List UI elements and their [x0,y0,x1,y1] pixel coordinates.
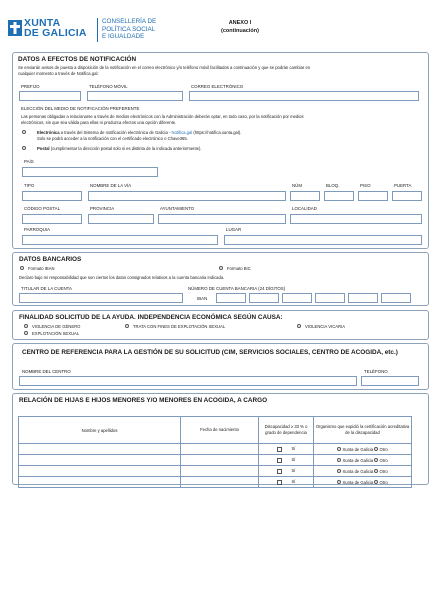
section-title: DATOS BANCARIOS [19,256,82,263]
logo-separator [97,18,98,42]
table-row [19,466,412,477]
account-field-3[interactable] [282,293,312,303]
prefix-field[interactable] [19,91,81,101]
xunta-radio[interactable] [337,480,341,484]
number-field[interactable] [290,191,320,201]
iban-radio[interactable] [20,266,24,270]
table-row [19,444,412,455]
reference-center-section [12,343,429,390]
disability-cell: Sí [259,455,314,466]
child-name-cell[interactable] [19,455,181,466]
council-label: AYUNTAMIENTO [160,206,195,211]
child-birth-cell[interactable] [181,455,259,466]
floor-label: PISO [360,183,371,188]
col-disability-header: Discapacidad ≥ 33 % o grado de dependencia [259,417,314,444]
vicarious-violence-label: VIOLENCIA VICARIA [305,324,346,329]
holder-field[interactable] [19,293,183,303]
account-field-4[interactable] [315,293,345,303]
center-field[interactable] [19,376,357,386]
mobile-label: TELÉFONO MÓVIL [89,84,128,89]
locality-field[interactable] [290,214,422,224]
locality-label: LOCALIDAD [292,206,317,211]
child-name-cell[interactable] [19,477,181,488]
annex-heading: ANEXO I (continuación) [221,20,259,34]
council-field[interactable] [158,214,286,224]
disability-checkbox[interactable] [277,480,282,485]
choice-text: Las personas obligadas a relacionarse a través de medios electrónicos con la Administración deberán optar, en todo caso, por la notificación por medios electrónicos, sin que sea válida para ellas ni produzca efectos una opción diferente. [21,114,304,125]
child-birth-cell[interactable] [181,444,259,455]
postal-code-label: CÓDIGO POSTAL [24,206,61,211]
xunta-radio[interactable] [337,469,341,473]
disability-checkbox[interactable] [277,447,282,452]
floor-field[interactable] [358,191,388,201]
iban-option-label: Formato IBAN [28,266,55,271]
bank-section [12,252,429,306]
holder-label: TITULAR DE LA CUENTA [21,286,72,291]
section-title: DATOS A EFECTOS DE NOTIFICACIÓN [18,56,137,63]
vicarious-violence-radio[interactable] [297,324,301,328]
other-radio[interactable] [374,480,378,484]
type-label: TIPO [24,183,35,188]
street-label: NOMBRE DE LA VÍA [90,183,132,188]
electronic-option: Electrónica a través del Sistema de notificación electrónica de Galicia - Notifica.gal (https://notifica.xunta.gal). Solo se podrá acceder a la notificación con el certificado electrónico o Chave365. [37,130,242,141]
org-cell: Xunta de Galicia Otro [314,466,412,477]
center-label: NOMBRE DEL CENTRO [22,369,71,374]
mobile-field[interactable] [87,91,183,101]
iban-prefix: IBAN [197,296,208,301]
bic-option-label: Formato BIC [227,266,251,271]
phone-field[interactable] [361,376,419,386]
other-radio[interactable] [374,469,378,473]
parish-field[interactable] [22,235,218,245]
child-birth-cell[interactable] [181,466,259,477]
postal-code-field[interactable] [22,214,82,224]
door-field[interactable] [392,191,422,201]
place-field[interactable] [224,235,422,245]
country-label: PAÍS [24,159,34,164]
prefix-label: PREFIJO [21,84,40,89]
block-label: BLOQ. [326,183,340,188]
choice-title: ELECCIÓN DEL MEDIO DE NOTIFICACIÓN PREFERENTE [21,106,140,111]
notification-section [12,52,429,249]
postal-radio[interactable] [22,146,26,150]
purpose-section [12,310,429,340]
disability-checkbox[interactable] [277,469,282,474]
sexual-exploitation-radio[interactable] [24,331,28,335]
email-label: CORREO ELECTRÓNICO [191,84,244,89]
type-field[interactable] [22,191,82,201]
account-field-2[interactable] [249,293,279,303]
child-name-cell[interactable] [19,444,181,455]
trafficking-radio[interactable] [125,324,129,328]
gender-violence-radio[interactable] [24,324,28,328]
department-name: CONSELLERÍA DE POLÍTICA SOCIAL E IGUALDADE [102,18,157,41]
disability-cell: Sí [259,466,314,477]
col-birth-header: Fecha de nacimiento [181,417,259,444]
account-field-5[interactable] [348,293,378,303]
phone-label: TELÉFONO [364,369,388,374]
account-field-6[interactable] [381,293,411,303]
xunta-radio[interactable] [337,458,341,462]
children-table [18,416,412,488]
other-radio[interactable] [374,447,378,451]
section-title: RELACIÓN DE HIJAS E HIJOS MENORES Y/O MENORES EN ACOGIDA, A CARGO [19,397,268,404]
account-label: NÚMERO DE CUENTA BANCARIA (24 DÍGITOS) [188,286,286,291]
table-row [19,477,412,488]
col-org-header: Organismo que expidió la certificación acreditativa de la discapacidad [314,417,412,444]
xunta-logo-text: XUNTA DE GALICIA [24,17,87,39]
sexual-exploitation-label: EXPLOTACIÓN SEXUAL [32,331,80,336]
col-name-header: Nombre y apellidos [19,417,181,444]
org-cell: Xunta de Galicia Otro [314,455,412,466]
disability-cell: Sí [259,444,314,455]
disability-checkbox[interactable] [277,458,282,463]
child-name-cell[interactable] [19,466,181,477]
block-field[interactable] [324,191,354,201]
trafficking-label: TRATA CON FINES DE EXPLOTACIÓN SEXUAL [133,324,226,329]
gender-violence-label: VIOLENCIA DE GÉNERO [32,324,81,329]
child-birth-cell[interactable] [181,477,259,488]
bank-declaration: Declaro bajo mi responsabilidad que son ciertos los datos consignados relativos a la cuenta bancaria indicada. [19,275,225,280]
street-field[interactable] [88,191,286,201]
table-row [19,455,412,466]
xunta-cross-logo-icon [8,20,22,36]
section-title: CENTRO DE REFERENCIA PARA LA GESTIÓN DE SU SOLICITUD (CIM, SERVICIOS SOCIALES, CENTRO DE ACOGIDA, etc.) [22,349,398,356]
country-field[interactable] [22,167,158,177]
other-radio[interactable] [374,458,378,462]
parish-label: PARROQUIA [24,227,51,232]
email-field[interactable] [189,91,419,101]
postal-option: Postal (cumplimentar la dirección postal solo si es distinta de la indicada anteriormente). [37,146,202,151]
bic-radio[interactable] [219,266,223,270]
province-field[interactable] [88,214,154,224]
province-label: PROVINCIA [90,206,115,211]
notifica-link[interactable]: Notifica.gal [171,130,193,135]
account-field-1[interactable] [216,293,246,303]
org-cell: Xunta de Galicia Otro [314,444,412,455]
disability-cell: Sí [259,477,314,488]
door-label: PUERTA [394,183,412,188]
notification-intro: Se enviarán avisos de puesta a disposición de la notificación en el correo electrónico y/o teléfono móvil facilitados a continuación y que se podrán cambiar en cualquier momento a través de Notifica.gal: [18,65,311,76]
place-label: LUGAR [226,227,242,232]
org-cell: Xunta de Galicia Otro [314,477,412,488]
number-label: NÚM [292,183,302,188]
section-title: FINALIDAD SOLICITUD DE LA AYUDA. INDEPENDENCIA ECONÓMICA SEGÚN CAUSA: [19,314,283,321]
electronic-radio[interactable] [22,130,26,134]
xunta-radio[interactable] [337,447,341,451]
